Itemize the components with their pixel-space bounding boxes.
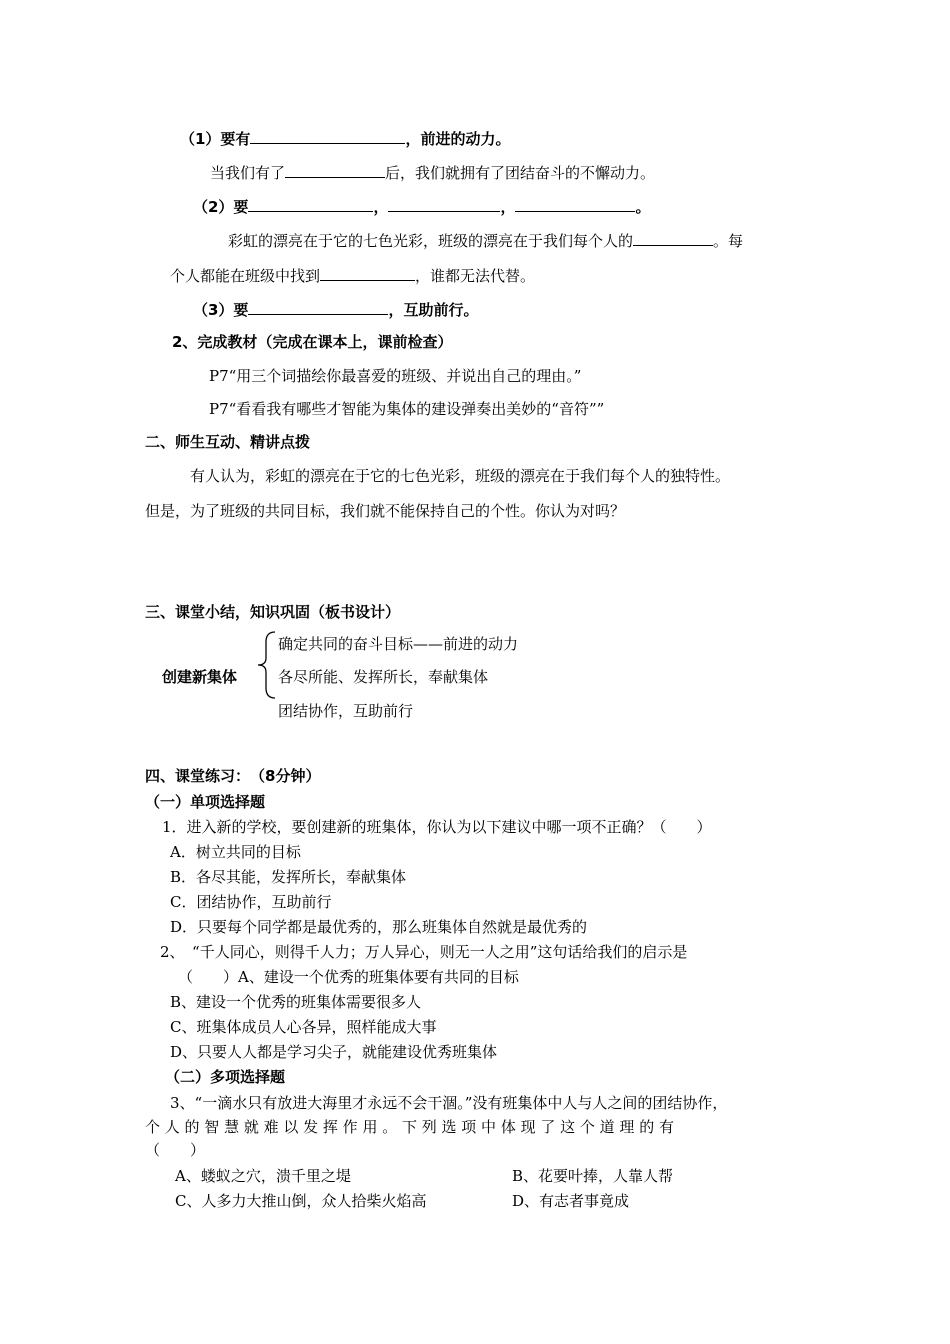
q1-suffix: ，前进的动力。 xyxy=(405,130,511,148)
q3-line xyxy=(193,299,478,320)
q2-end: 。 xyxy=(635,198,651,216)
section4-heading: 四、课堂练习： （8分钟） xyxy=(145,767,321,785)
q1-option-a: A．树立共同的目标 xyxy=(170,843,301,861)
q3-prefix: （3）要 xyxy=(193,301,249,319)
q2-sep2: ， xyxy=(500,198,516,216)
section2-para-line2: 但是，为了班级的共同目标，我们就不能保持自己的个性。你认为对吗？ xyxy=(145,502,626,520)
q3-suffix: ，互助前行。 xyxy=(388,301,479,319)
single-choice-heading: （一）单项选择题 xyxy=(145,793,266,811)
question-3-line2: 个 人 的 智 慧 就 难 以 发 挥 作 用 。 下 列 选 项 中 体 现 了 这 个 道 理 的 有 xyxy=(145,1118,674,1136)
q2-blank-2 xyxy=(388,196,500,212)
q2-line3-b: ，谁都无法代替。 xyxy=(415,267,536,285)
section2-para-line1: 有人认为，彩虹的漂亮在于它的七色光彩，班级的漂亮在于我们每个人的独特性。 xyxy=(190,467,731,485)
q2-option-d: D、只要人人都是学习尖子，就能建设优秀班集体 xyxy=(170,1043,498,1061)
q3-blank xyxy=(248,299,388,315)
question-1: 1．进入新的学校，要创建新的班集体，你认为以下建议中哪一项不正确？（ ） xyxy=(162,818,712,836)
multi-choice-heading: （二）多项选择题 xyxy=(165,1068,286,1086)
q3-option-a: A、蝼蚁之穴，溃千里之堤 xyxy=(175,1167,351,1185)
q3-option-b: B、花要叶捧，人靠人帮 xyxy=(512,1167,674,1185)
q3-option-d: D、有志者事竟成 xyxy=(512,1192,630,1210)
q2-line3 xyxy=(170,265,535,286)
question-3-line1: 3、“一滴水只有放进大海里才永远不会干涸。”没有班集体中人与人之间的团结协作， xyxy=(170,1094,728,1112)
q2-line2-b: 。每 xyxy=(713,232,744,250)
q2-line2-blank xyxy=(633,230,713,246)
q1-line2-blank xyxy=(285,162,385,178)
q1-line2-b: 后，我们就拥有了团结奋斗的不懈动力。 xyxy=(385,164,656,182)
q2-line2 xyxy=(228,230,743,251)
q1-blank xyxy=(250,128,405,144)
item2: 2、完成教材（完成在课本上，课前检查） xyxy=(172,333,453,351)
q2-line2-a: 彩虹的漂亮在于它的七色光彩，班级的漂亮在于我们每个人的 xyxy=(228,232,634,250)
q2-blank-1 xyxy=(248,196,373,212)
q2-line3-blank xyxy=(320,265,415,281)
q2-sep1: ， xyxy=(373,198,389,216)
q1-line2 xyxy=(210,162,655,183)
p7-b: P7“看看我有哪些才智能为集体的建设弹奏出美妙的“音符”” xyxy=(209,400,605,418)
section3-heading: 三、课堂小结，知识巩固（板书设计） xyxy=(145,603,401,621)
q2-line3-a: 个人都能在班级中找到 xyxy=(170,267,321,285)
question-2-line2: （ ）A、建设一个优秀的班集体要有共同的目标 xyxy=(178,968,519,986)
q1-line xyxy=(180,128,510,149)
question-3-line3: （ ） xyxy=(145,1141,206,1159)
q2-prefix: （2）要 xyxy=(193,198,249,216)
summary-item-1: 确定共同的奋斗目标——前进的动力 xyxy=(278,635,519,653)
question-2-line1: 2、 “千人同心，则得千人力；万人异心，则无一人之用”这句话给我们的启示是 xyxy=(160,943,688,961)
p7-a: P7“用三个词描绘你最喜爱的班级、并说出自己的理由。” xyxy=(209,367,582,385)
summary-item-3: 团结协作，互助前行 xyxy=(278,702,414,720)
q2-line xyxy=(193,196,650,217)
q2-blank-3 xyxy=(515,196,635,212)
q2-option-c: C、班集体成员人心各异，照样能成大事 xyxy=(170,1018,437,1036)
q1-line2-a: 当我们有了 xyxy=(210,164,286,182)
q2-option-b: B、建设一个优秀的班集体需要很多人 xyxy=(170,993,422,1011)
summary-center: 创建新集体 xyxy=(162,668,238,686)
q1-option-b: B．各尽其能，发挥所长，奉献集体 xyxy=(170,868,407,886)
q1-prefix: （1）要有 xyxy=(180,130,251,148)
q1-option-c: C．团结协作，互助前行 xyxy=(170,893,332,911)
brace-icon xyxy=(255,630,277,700)
q1-option-d: D．只要每个同学都是最优秀的，那么班集体自然就是最优秀的 xyxy=(170,918,588,936)
section2-heading: 二、师生互动、精讲点拨 xyxy=(145,433,311,451)
summary-item-2: 各尽所能、发挥所长，奉献集体 xyxy=(278,668,489,686)
q3-option-c: C、人多力大推山倒，众人拾柴火焰高 xyxy=(175,1192,427,1210)
